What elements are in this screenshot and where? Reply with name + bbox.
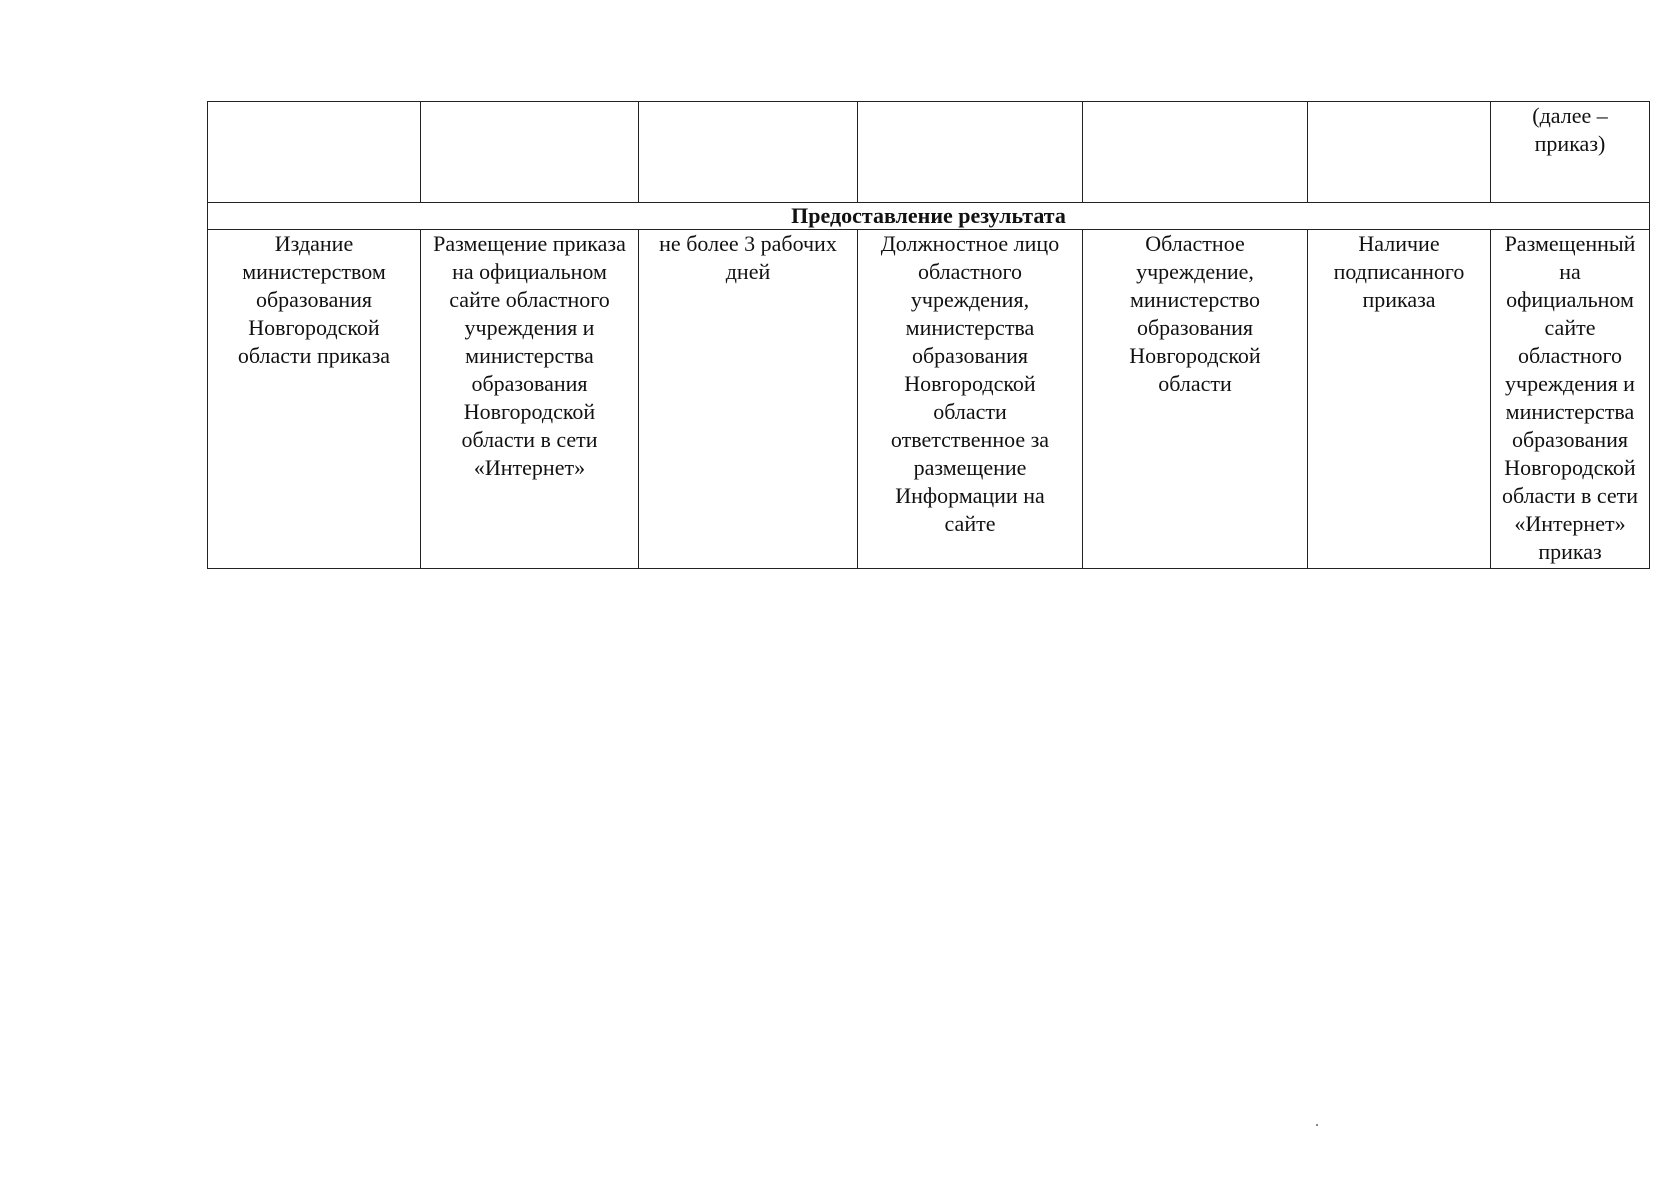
table-cell-deadline xyxy=(639,230,858,569)
cell-text: Издание министерством образования Новгородской области приказа xyxy=(237,231,391,368)
table-cell-responsible xyxy=(858,230,1083,569)
cell-text: Должностное лицо областного учреждения, министерства образования Новгородской области ответственное за размещение Информации на сайте xyxy=(880,231,1060,536)
table-cell xyxy=(1083,102,1308,203)
table-row xyxy=(208,230,1650,569)
cell-text: Размещение приказа на официальном сайте областного учреждения и министерства образования Новгородской области в сети «Интернет» xyxy=(433,231,626,480)
cell-text: Размещенный на официальном сайте областного учреждения и министерства образования Новгородской области в сети «Интернет» приказ xyxy=(1501,231,1639,564)
cell-text: Наличие подписанного приказа xyxy=(1333,231,1465,312)
table-cell-place xyxy=(1083,230,1308,569)
table-cell xyxy=(421,102,639,203)
table-row-continued xyxy=(208,102,1650,203)
cell-text: (далее – приказ) xyxy=(1532,103,1608,156)
table-cell-result xyxy=(1491,230,1650,569)
cell-text: не более 3 рабочих дней xyxy=(659,231,837,284)
scan-speck xyxy=(1316,1124,1318,1126)
table-cell-criteria xyxy=(1308,230,1491,569)
table-cell xyxy=(1491,102,1650,203)
table-cell xyxy=(1308,102,1491,203)
table-cell xyxy=(639,102,858,203)
table-cell xyxy=(858,102,1083,203)
section-title: Предоставление результата xyxy=(208,203,1650,230)
table-cell-action xyxy=(208,230,421,569)
table-cell-description xyxy=(421,230,639,569)
cell-text: Областное учреждение, министерство образования Новгородской области xyxy=(1129,231,1261,396)
procedure-table xyxy=(207,101,1650,569)
table-cell xyxy=(208,102,421,203)
section-header-row xyxy=(208,203,1650,230)
